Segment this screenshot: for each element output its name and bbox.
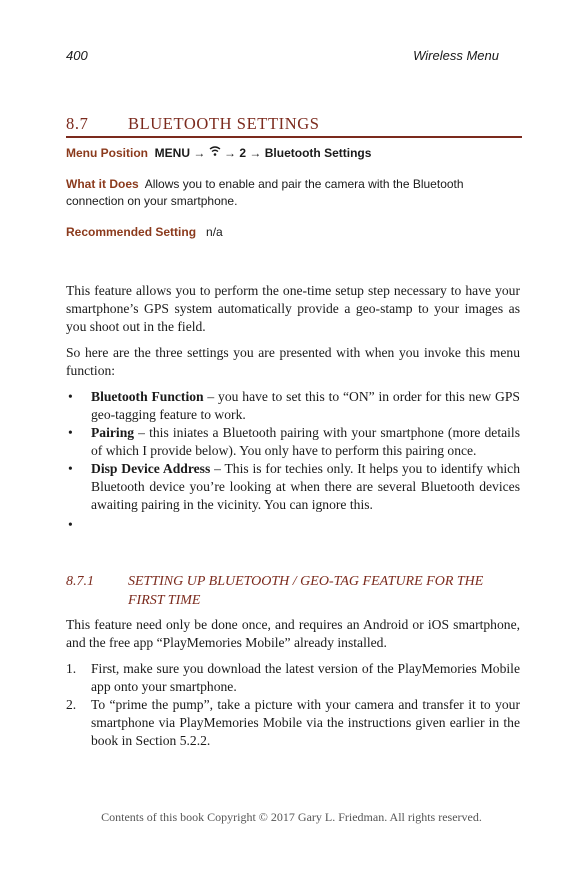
page-number: 400 <box>66 48 88 63</box>
what-it-does-text: Allows you to enable and pair the camera with the Bluetooth connection on your smartphone. <box>66 177 464 208</box>
settings-paragraph: So here are the three settings you are presented with when you invoke this menu function: <box>66 345 520 378</box>
bullet-text: – you have to set this to “ON” in order for this new GPS geo-tagging feature to work. <box>91 389 520 422</box>
bullet-term: Pairing <box>91 425 135 440</box>
section-number: 8.7 <box>66 114 89 133</box>
bullet-term: Disp Device Address <box>91 461 211 476</box>
bullet-text: – This is for techies only. It helps you to identify which Bluetooth device you’re looking at when there are several Bluetooth devices awaiting pairing in the vicinity. You can ignore this. <box>91 461 520 512</box>
list-item <box>66 516 520 534</box>
bullet-marker: • <box>68 389 73 404</box>
menu-position-line <box>66 145 506 163</box>
what-it-does <box>66 176 506 210</box>
step-number: 1. <box>66 661 77 676</box>
step-number: 2. <box>66 697 77 712</box>
menu-path-end: Bluetooth Settings <box>264 146 372 160</box>
bullet-text: – this iniates a Bluetooth pairing with your smartphone (more details of which I provide below). You only have to perform this pairing once. <box>91 425 520 458</box>
list-item <box>66 696 520 750</box>
section-title: BLUETOOTH SETTINGS <box>128 114 320 133</box>
list-item <box>66 388 520 424</box>
running-header: Wireless Menu <box>413 48 499 63</box>
section-heading <box>66 114 522 138</box>
bullet-marker: • <box>68 461 73 476</box>
bullet-term: Bluetooth Function <box>91 389 204 404</box>
arrow-icon: → <box>193 146 206 160</box>
wifi-icon <box>209 145 221 163</box>
bullet-marker: • <box>68 517 73 532</box>
intro-paragraph: This feature allows you to perform the one-time setup step necessary to have your smartphone’s GPS system automatically provide a geo-stamp to your images as you shoot out in the field. <box>66 283 520 334</box>
subsection-paragraph: This feature need only be done once, and requires an Android or iOS smartphone, and the free app “PlayMemories Mobile” already installed. <box>66 617 520 650</box>
menu-path-step: 2 <box>239 146 247 160</box>
steps-list <box>66 660 520 750</box>
list-item <box>66 460 520 514</box>
recommended-label: Recommended Setting <box>66 225 197 239</box>
bullet-marker: • <box>68 425 73 440</box>
subsection-number: 8.7.1 <box>66 574 94 589</box>
copyright-footer: Contents of this book Copyright © 2017 Gary L. Friedman. All rights reserved. <box>101 810 482 824</box>
recommended-setting <box>66 224 506 241</box>
menu-position-label: Menu Position <box>66 146 148 160</box>
list-item <box>66 424 520 460</box>
step-text: To “prime the pump”, take a picture with your camera and transfer it to your smartphone via PlayMemories Mobile via the instructions given earlier in the book in Section 5.2.2. <box>91 697 520 748</box>
subsection-title: SETTING UP BLUETOOTH / GEO-TAG FEATURE FOR THE FIRST TIME <box>128 574 484 608</box>
arrow-icon: → <box>249 146 262 160</box>
list-item <box>66 660 520 696</box>
menu-path-start: MENU <box>154 146 191 160</box>
step-text: First, make sure you download the latest version of the PlayMemories Mobile app onto your smartphone. <box>91 661 520 694</box>
bullet-list <box>66 388 520 534</box>
what-it-does-label: What it Does <box>66 177 139 191</box>
arrow-icon: → <box>224 146 237 160</box>
menu-path <box>155 146 372 160</box>
recommended-value: n/a <box>206 225 223 239</box>
